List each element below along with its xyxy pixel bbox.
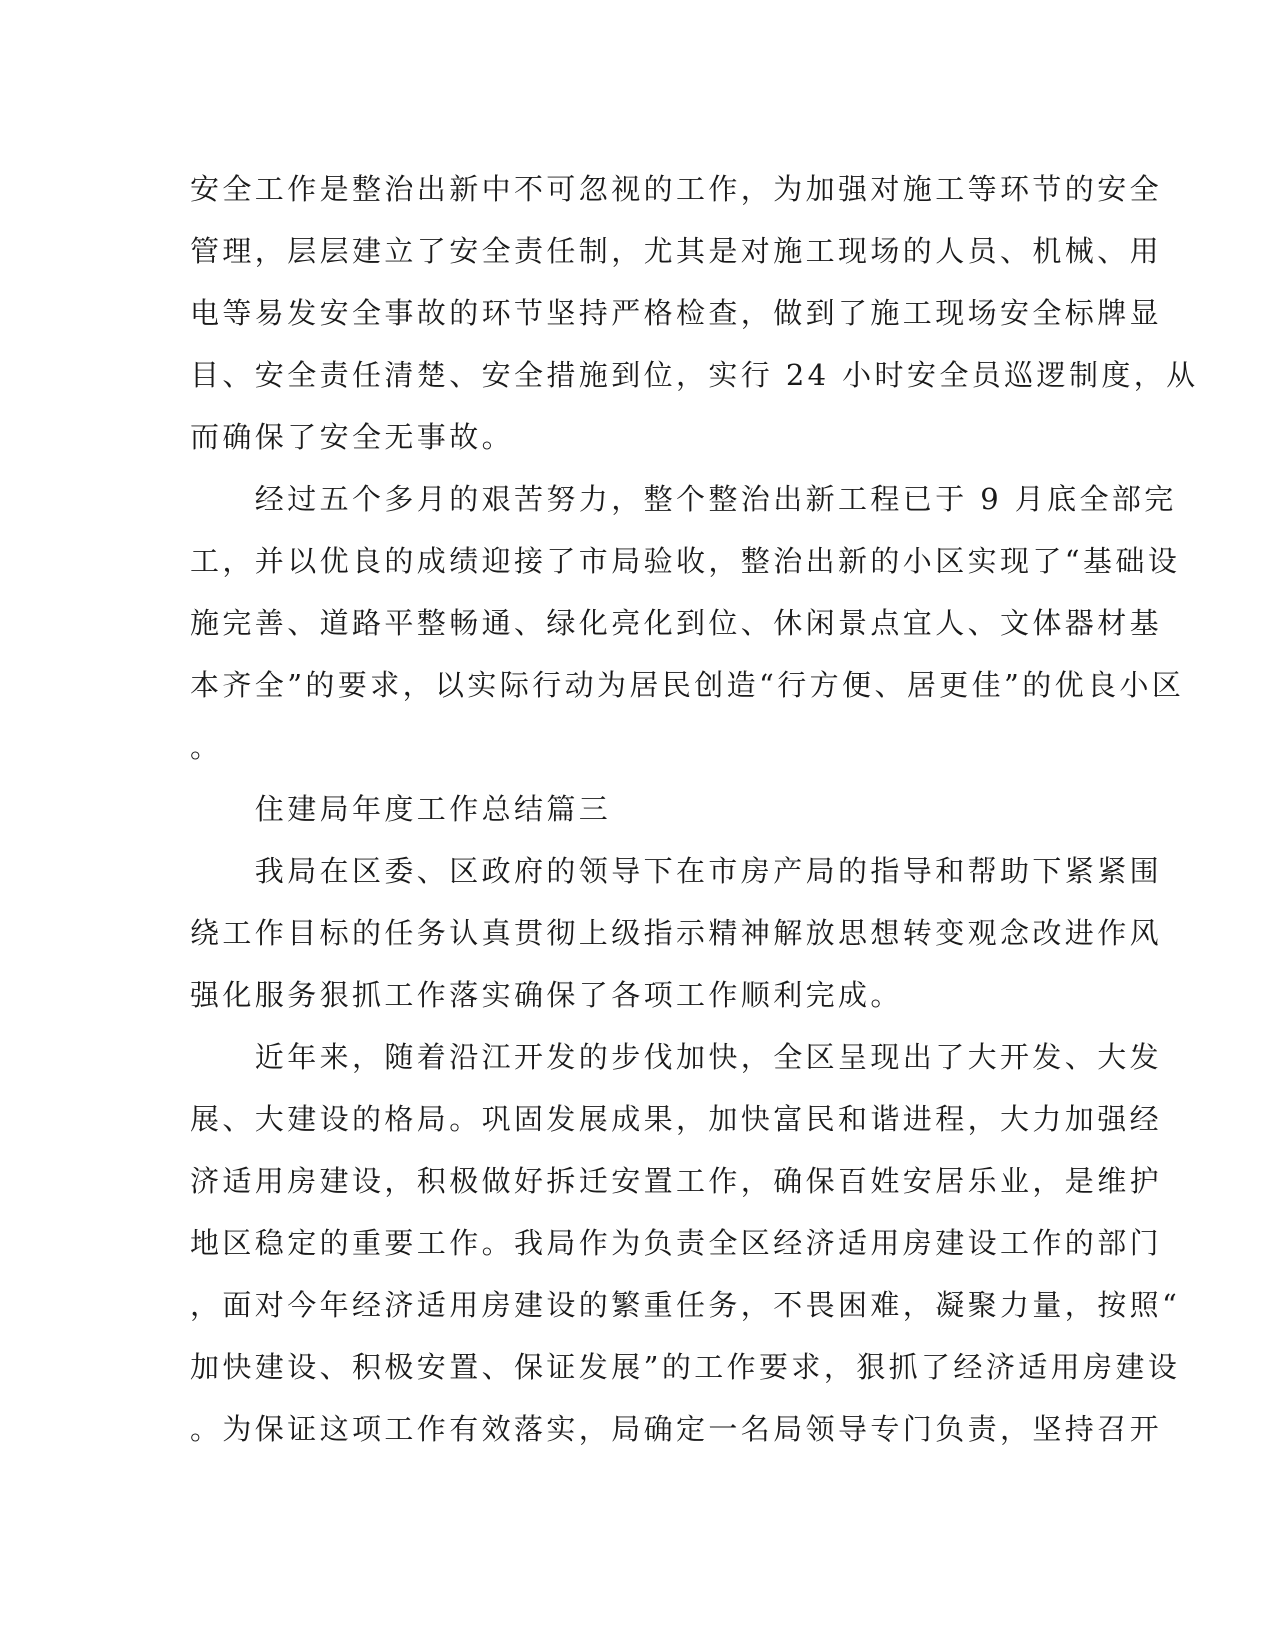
section-heading: 住建局年度工作总结篇三 bbox=[190, 792, 612, 826]
text-line: 近年来，随着沿江开发的步伐加快，全区呈现出了大开发、大发 bbox=[190, 1040, 1163, 1074]
text-line: ，面对今年经济适用房建设的繁重任务，不畏困难，凝聚力量，按照“ bbox=[190, 1288, 1181, 1322]
text-line: 加快建设、积极安置、保证发展”的工作要求，狠抓了经济适用房建设 bbox=[190, 1350, 1181, 1384]
text-line: 展、大建设的格局。巩固发展成果，加快富民和谐进程，大力加强经 bbox=[190, 1102, 1163, 1136]
text-line: 强化服务狠抓工作落实确保了各项工作顺利完成。 bbox=[190, 978, 903, 1012]
text-line: 绕工作目标的任务认真贯彻上级指示精神解放思想转变观念改进作风 bbox=[190, 916, 1163, 950]
text-line: 经过五个多月的艰苦努力，整个整治出新工程已于 9 月底全部完 bbox=[190, 482, 1177, 516]
text-line: 地区稳定的重要工作。我局作为负责全区经济适用房建设工作的部门 bbox=[190, 1226, 1163, 1260]
body-text bbox=[190, 158, 1199, 1460]
text-line: 而确保了安全无事故。 bbox=[190, 420, 515, 454]
text-line: 目、安全责任清楚、安全措施到位，实行 24 小时安全员巡逻制度，从 bbox=[190, 358, 1199, 392]
text-line: 安全工作是整治出新中不可忽视的工作，为加强对施工等环节的安全 bbox=[190, 172, 1163, 206]
text-line: 电等易发安全事故的环节坚持严格检查，做到了施工现场安全标牌显 bbox=[190, 296, 1163, 330]
text-line: 。 bbox=[190, 730, 223, 764]
text-line: 。为保证这项工作有效落实，局确定一名局领导专门负责，坚持召开 bbox=[190, 1412, 1163, 1446]
text-line: 本齐全”的要求，以实际行动为居民创造“行方便、居更佳”的优良小区 bbox=[190, 668, 1185, 702]
text-line: 管理，层层建立了安全责任制，尤其是对施工现场的人员、机械、用 bbox=[190, 234, 1163, 268]
text-line: 工，并以优良的成绩迎接了市局验收，整治出新的小区实现了“基础设 bbox=[190, 544, 1181, 578]
text-line: 施完善、道路平整畅通、绿化亮化到位、休闲景点宜人、文体器材基 bbox=[190, 606, 1163, 640]
text-line: 我局在区委、区政府的领导下在市房产局的指导和帮助下紧紧围 bbox=[190, 854, 1163, 888]
text-line: 济适用房建设，积极做好拆迁安置工作，确保百姓安居乐业，是维护 bbox=[190, 1164, 1163, 1198]
